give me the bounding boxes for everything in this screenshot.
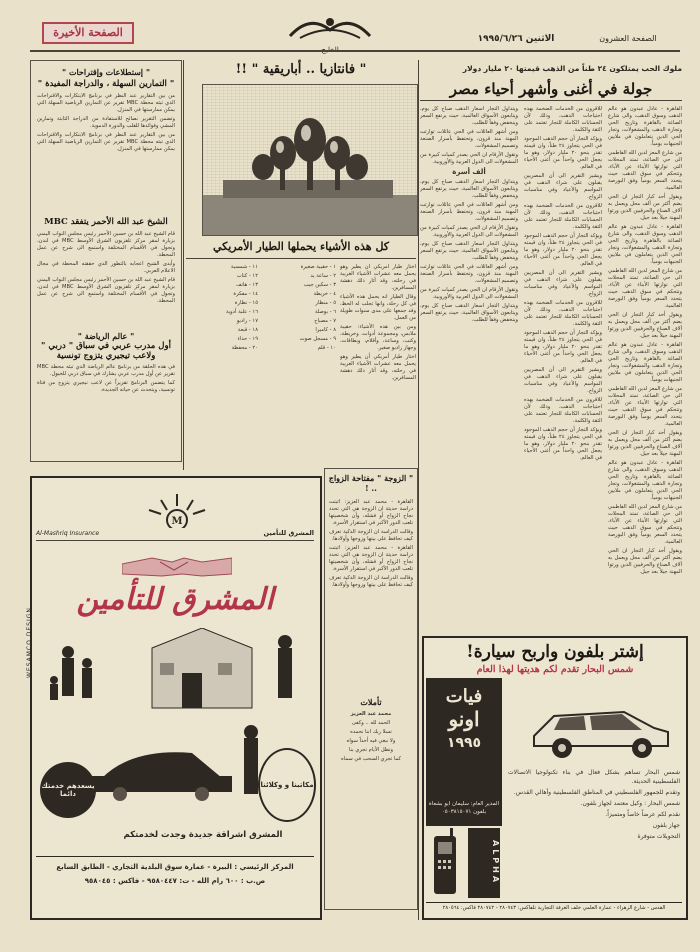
list2-item-5: ١٥ - نظارة (234, 300, 258, 306)
fantasy-rule (186, 258, 416, 259)
coach-title: أول مدرب عربي في سباق " دربي " ولاعب تيجيري يتزوج تونسية (41, 341, 171, 361)
handshake-graphic (122, 544, 232, 582)
list2-item-4: ١٤ - مفكرة (233, 291, 258, 297)
list2-item-3: ١٣ - هاتف (236, 282, 258, 288)
tour-col1-p1: القاهرة - عادل عبدون هو عالم الذهب وسوق الذهب، والى شارع الصاغة بالقاهرة وتاريخ الحي وتجارة الذهب والمشغولات، وتجار الحي الذين يتعاملون في ملايين الجنيهات يومياً. (608, 106, 682, 147)
insurance-headline: المشرق للتأمين (76, 582, 274, 617)
tour-col1-p12: ويقول أحد كبار التجار ان الحي يضم أكثر من ألف محل ويعمل به آلاف الصناع والحرفيين الذين ورثوا المهنة جيلاً بعد جيل. (608, 548, 682, 575)
tour-col3-p7: ويتداول التجار اسعار الذهب صباح كل يوم، ويتابعون الأسواق العالمية، حيث يرتفع السعر وينخفض وفقاً للطلب. (420, 241, 518, 261)
tour-col3-p5: ومن أشهر العائلات في الحي عائلات توارثت المهنة منذ قرون، وتحتفظ بأسرار الصنعة وتصميم المشغولات. (420, 202, 518, 222)
list1-item-3: ٣ - سكين جيب (303, 282, 336, 288)
tour-col1-p4: القاهرة - عادل عبدون هو عالم الذهب وسوق الذهب، والى شارع الصاغة بالقاهرة وتاريخ الحي وتجارة الذهب والمشغولات، وتجار الحي الذين يتعاملون في ملايين الجنيهات يومياً. (608, 224, 682, 265)
verse-4: ولا نبغي فيه أحداً سواه (346, 738, 396, 744)
list2-item-6: ١٦ - علبة أدوية (225, 309, 258, 315)
wife-headline: " الزوجة " مفتاحة الزواج .. ! (328, 473, 414, 493)
page-label-text: الصفحة العشرون (599, 34, 657, 43)
tour-headline-text: جولة في أغنى وأشهر أحياء مصر (449, 80, 653, 98)
bubble-right (258, 748, 316, 822)
car-photo (524, 692, 674, 762)
car-model: اونو (448, 707, 480, 731)
sidebar-b3-p1: في هذه الحلقة من برنامج عالم الرياضة الذي تبثه محطة MBC تقرير عن أول مدرب عربي يشارك في سباق دربي للخيول. (37, 364, 175, 377)
sidebar-b1-p3: من بين التقارير عند النظر في برنامج الابتكارات والاقتراحات الذي تبثه محطة MBC تقرير عن التمارين الرياضية السهلة التي يمكن ممارستها في المنزل. (37, 132, 175, 152)
insurance-phone: ص.ب : ٦٠٠ رام الله - ت: ٩٥٨٠٤٤٧ - فاكس : ٩٥٨٠٤٥ (84, 877, 266, 885)
verse (325, 711, 417, 821)
alpha-logo-text: ALPHA (491, 840, 500, 886)
contact-name: المدير العام: سليمان ابو بشعاة (428, 801, 500, 807)
last-page-badge-text: الصفحة الأخيرة (53, 26, 123, 39)
fantasy-list-1 (264, 264, 336, 454)
car-ad-headline: إشتر بلفون واربح سيارة! (466, 642, 644, 662)
tour-col2-p5: ويؤكد التجار أن حجم الذهب الموجود في الحي يتجاوز ٢٤ طناً، وان قيمته تقدر بنحو ٢٠ مليار دولار، وهو ما يجعل الحي واحداً من أغنى الأحياء في العالم. (524, 233, 602, 267)
verse-5: وتظل الأيام تجري بنا (348, 747, 394, 753)
fantasy-p3: ومن بين هذه الأشياء: حقيبة ملابس، ومجموعة أدوات، وخريطة، وكتب، وساعة، وأقلام، وبطاقات، وجهاز راديو صغير. (340, 324, 416, 351)
tour-col3-p8: ومن أشهر العائلات في الحي عائلات توارثت المهنة منذ قرون، وتحتفظ بأسرار الصنعة وتصميم المشغولات. (420, 264, 518, 284)
fountain-sculpture-icon (203, 85, 417, 235)
tour-kicker-text: ملوك الحب يمتلكون ٢٤ طناً من الذهب قيمتها ٢٠ مليار دولار (462, 64, 682, 73)
tour-col2-p6: ويشير التقرير الى أن المصريين يقبلون على شراء الذهب في المواسم والأعياد وفي مناسبات الزواج. (524, 270, 602, 297)
list1-item-1: ١ - حقيبة صغيرة (300, 264, 336, 270)
insurance-brand-rule (36, 540, 314, 541)
svg-text:M: M (171, 516, 183, 527)
tour-col2-p1: للاقرون من الخدمات الضخمة بهذه احتياجات الذهب، وذلك لأن الحسابات الكاملة للتجار تعتمد على الثقة والكلمة. (524, 106, 602, 133)
insurance-logo (127, 492, 227, 532)
verse-1: محمد عبد العزيز (350, 711, 392, 717)
bubble-right-text: مكاتبنا و وكلائنا (260, 781, 314, 789)
tour-col2-p2: ويؤكد التجار أن حجم الذهب الموجود في الحي يتجاوز ٢٤ طناً، وان قيمته تقدر بنحو ٢٠ مليار دولار، وهو ما يجعل الحي واحداً من أغنى الأحياء في العالم. (524, 136, 602, 170)
bubble-left (40, 762, 96, 818)
verse-2: الحمد لله .. وكفى (351, 720, 391, 726)
tour-col3-p10: ويتداول التجار اسعار الذهب صباح كل يوم، ويتابعون الأسواق العالمية، حيث يرتفع السعر وينخفض وفقاً للطلب. (420, 303, 518, 323)
insurance-ad (26, 476, 322, 920)
logo-emblem-icon (270, 8, 390, 48)
car-body-p2: وتقدم للجمهور الفلسطيني في المناطق الفلسطينية وأهالي القدس. (513, 789, 680, 796)
tour-col-1 (608, 106, 682, 646)
list1-item-8: ٨ - كاميرا (315, 327, 336, 333)
car-ad (422, 636, 688, 920)
contact-phone: بلفون ٠٥٠٣٨١٥٠٧١ (441, 809, 487, 815)
list1-item-6: ٦ - بوصلة (315, 309, 336, 315)
list1-item-4: ٤ - خريطة (313, 291, 336, 297)
fantasy-p2: وقال الطيار انه يحمل هذه الأشياء في كل رحلة، وانها تجلب له الحظ، وقد جمعها على مدى سنوات طويلة من العمل. (340, 294, 416, 321)
wife-subhead: تأملات (360, 697, 382, 707)
wife-p3: القاهرة - محمد عبد العزيز: اثبتت دراسة حديثة ان الزوجة هي التي تحدد نجاح الزواج أو فشله، وأن شخصيتها تلعب الدور الأكبر في استقرار الأسرة. (329, 545, 413, 572)
masthead-page-label (578, 34, 678, 43)
wife-p1: القاهرة - محمد عبد العزيز: اثبتت دراسة حديثة ان الزوجة هي التي تحدد نجاح الزواج أو فشله، وأن شخصيتها تلعب الدور الأكبر في استقرار الأسرة. (329, 499, 413, 526)
wife-body (325, 497, 417, 691)
tour-col2-p10: للاقرون من الخدمات الضخمة بهذه احتياجات الذهب، وذلك لأن الحسابات الكاملة للتجار تعتمد على الثقة والكلمة. (524, 397, 602, 424)
sidebar-body-2 (31, 229, 181, 329)
tour-col1-p8: من شارع المعز لدين الله الفاطمي الى حي الصاغة، تمتد المحلات التي توارثها الأبناء عن الآباء، وتتحكم في سوق الذهب حيث يتحدد السعر يومياً وفق البورصة العالمية. (608, 386, 682, 427)
tour-col2-p8: ويؤكد التجار أن حجم الذهب الموجود في الحي يتجاوز ٢٤ طناً، وان قيمته تقدر بنحو ٢٠ مليار دولار، وهو ما يجعل الحي واحداً من أغنى الأحياء في العالم. (524, 330, 602, 364)
tour-col1-p7: القاهرة - عادل عبدون هو عالم الذهب وسوق الذهب، والى شارع الصاغة بالقاهرة وتاريخ الحي وتجارة الذهب والمشغولات، وتجار الحي الذين يتعاملون في ملايين الجنيهات يومياً. (608, 342, 682, 383)
divider-sidebar (183, 60, 184, 470)
tour-col2-p3: ويشير التقرير الى أن المصريين يقبلون على شراء الذهب في المواسم والأعياد وفي مناسبات الزواج. (524, 173, 602, 200)
car-ad-body (508, 768, 680, 900)
list2-item-2: ١٢ - كتاب (236, 273, 258, 279)
car-body-p4: نقدم لكم عرضاً خاصاً ومتميزاً. (605, 811, 680, 818)
tour-col1-p6: ويقول أحد كبار التجار ان الحي يضم أكثر من ألف محل ويعمل به آلاف الصناع والحرفيين الذين ورثوا المهنة جيلاً بعد جيل. (608, 312, 682, 339)
sidebar-b1-p2: وتضمن التقرير نصائح للاستفادة من الدراجة الثابتة وتمارين المشي وفوائدها للقلب والدورة الدموية. (37, 116, 175, 129)
list1-item-5: ٥ - منظار (315, 300, 336, 306)
tour-col3-p1: ويتداول التجار اسعار الذهب صباح كل يوم، ويتابعون الأسواق العالمية، حيث يرتفع السعر وينخفض وفقاً للطلب. (420, 106, 518, 126)
list1-item-7: ٧ - مصباح (314, 318, 336, 324)
tour-col-3 (420, 106, 518, 636)
tour-col3-p9: وتقول الأرقام ان الحي يصدر كميات كبيرة من المشغولات الى الدول العربية والأوروبية. (420, 287, 518, 300)
tour-subhead: ألف أسرة (452, 168, 486, 176)
sidebar-b1-p1: من بين التقارير عند النظر في برنامج الابتكارات والاقتراحات الذي تبثه محطة MBC تقرير عن التمارين الرياضية السهلة التي يمكن ممارستها في المنزل. (37, 93, 175, 113)
bubble-left-text: يسعدهم خدمتك دائما (41, 782, 95, 798)
insurance-tagline: المشرق اشراقة جديدة وجدت لخدمتكم (123, 830, 283, 840)
fiat-panel (426, 678, 502, 798)
tour-headline (420, 80, 682, 98)
fantasy-list-2 (186, 264, 258, 454)
tour-col1-p11: من شارع المعز لدين الله الفاطمي الى حي الصاغة، تمتد المحلات التي توارثها الأبناء عن الآباء، وتتحكم في سوق الذهب حيث يتحدد السعر يومياً وفق البورصة العالمية. (608, 504, 682, 545)
tour-col3-p3: وتقول الأرقام ان الحي يصدر كميات كبيرة من المشغولات الى الدول العربية والأوروبية. (420, 152, 518, 165)
list2-item-9: ١٩ - حذاء (237, 336, 258, 342)
wife-p4: وقالت الدراسة ان الزوجة الذكية تعرف كيف تحافظ على بيتها وزوجها وأولادها. (329, 575, 413, 588)
wife-p2: وقالت الدراسة ان الزوجة الذكية تعرف كيف تحافظ على بيتها وزوجها وأولادها. (329, 529, 413, 542)
tour-col2-p11: ويؤكد التجار أن حجم الذهب الموجود في الحي يتجاوز ٢٤ طناً، وان قيمته تقدر بنحو ٢٠ مليار دولار، وهو ما يجعل الحي واحداً من أغنى الأحياء في العالم. (524, 427, 602, 461)
tour-kicker (420, 64, 682, 73)
car-year: ١٩٩٥ (446, 735, 482, 751)
insurance-side-text: WESAMCO DESIGN (26, 607, 33, 678)
fantasy-photo-caption (186, 240, 416, 253)
tour-col3-p6: وتقول الأرقام ان الحي يصدر كميات كبيرة من المشغولات الى الدول العربية والأوروبية. (420, 225, 518, 238)
car-body-p6: التحويلات متوفرة (637, 833, 680, 840)
car-ad-footer: القدس - شارع الزهراء - عمارة العلمي خلف الغرفة التجارية تلفاكس: ٢٨٠٧٤٣ - ٢٨٠٧٤٢ فاكس: ٢٨٠٥٦٤ (426, 902, 682, 911)
car-body-p1: شمس البحار تساهم بشكل فعال في بناء تكنولوجيا الاتصالات الفلسطينية الحديثة. (508, 769, 680, 785)
insurance-footer (36, 856, 314, 909)
fantasy-p1: اختار طيار أمريكي أن يطير وهو يحمل معه عشرات الأشياء الغريبة في رحلته، وقد أثار ذلك دهشة المسافرين. (340, 264, 416, 291)
car-body-p3: شمس البحار : وكيل معتمد لجهاز بلفون. (580, 800, 680, 807)
tour-col1-p3: ويقول أحد كبار التجار ان الحي يضم أكثر من ألف محل ويعمل به آلاف الصناع والحرفيين الذين ورثوا المهنة جيلاً بعد جيل. (608, 194, 682, 221)
verse-3: تسلا ربك اننا نحمده (350, 729, 392, 735)
mobile-phone-icon (426, 828, 466, 898)
insurance-brand-ar: المشرق للتأمين (263, 529, 314, 537)
tour-col1-p2: من شارع المعز لدين الله الفاطمي الى حي الصاغة، تمتد المحلات التي توارثها الأبناء عن الآباء، وتتحكم في سوق الذهب حيث يتحدد السعر يومياً وفق البورصة العالمية. (608, 150, 682, 191)
tour-col1-p5: من شارع المعز لدين الله الفاطمي الى حي الصاغة، تمتد المحلات التي توارثها الأبناء عن الآباء، وتتحكم في سوق الذهب حيث يتحدد السعر يومياً وفق البورصة العالمية. (608, 268, 682, 309)
insurance-brand-en: Al-Mashriq Insurance (36, 530, 100, 537)
insurance-address: المركز الرئيسي : البيرة - عمارة سوق البلدية التجاري - الطابق السابع (56, 863, 294, 871)
photo-caption-text: كل هذه الأشياء يحملها الطيار الأمريكي (212, 240, 390, 253)
fantasy-headline (186, 62, 416, 77)
list2-item-1: ١١ - شمسية (230, 264, 258, 270)
fountain-photo (202, 84, 418, 236)
tour-col2-p4: للاقرون من الخدمات الضخمة بهذه احتياجات الذهب، وذلك لأن الحسابات الكاملة للتجار تعتمد على الثقة والكلمة. (524, 203, 602, 230)
list2-item-7: ١٧ - راديو (236, 318, 258, 324)
divider-center-right (418, 60, 419, 920)
wife-story (324, 468, 418, 910)
car-ad-subhead: شمس البحار تقدم لكم هديتها لهذا العام (476, 664, 634, 675)
handshake-icon (122, 544, 232, 582)
verse-6: كما تجري السحب في سماه (341, 756, 401, 762)
last-page-badge (42, 22, 134, 44)
tour-col-2 (524, 106, 602, 636)
list2-item-8: ١٨ - قبعة (237, 327, 258, 333)
tour-col1-p10: القاهرة - عادل عبدون هو عالم الذهب وسوق الذهب، والى شارع الصاغة بالقاهرة وتاريخ الحي وتجارة الذهب والمشغولات، وتجار الحي الذين يتعاملون في ملايين الجنيهات يومياً. (608, 460, 682, 501)
sidebar-b2-p1: قام الشيخ عبد الله بن حسين الأحمر رئيس مجلس النواب اليمني بزيارة لمقر مركز تلفزيون الشرق الأوسط MBC في لندن، وتجول في الأقسام المختلفة واستمع الى شرح عن عمل المحطة. (37, 231, 175, 258)
sidebar-title-1: " إستطلاعات وإقتراحات " (62, 67, 150, 77)
sidebar-b3-p2: كما يتضمن البرنامج تقريراً عن لاعب نيجيري يتزوج من فتاة تونسية، ويتحدث عن حياته الجديدة. (37, 380, 175, 393)
list1-item-10: ١٠ - قلم (317, 345, 336, 351)
alpha-logo (468, 828, 500, 898)
contact-box (426, 798, 502, 826)
sheikh-title: الشيخ عبد الله الأحمر يتفقد MBC (44, 217, 168, 227)
fantasy-headline-text: " فانتازيا .. أباريقية " !! (235, 62, 367, 77)
sidebar-body-1 (31, 89, 181, 215)
masthead-rule (30, 50, 680, 52)
tour-col1-p9: ويقول أحد كبار التجار ان الحي يضم أكثر من ألف محل ويعمل به آلاف الصناع والحرفيين الذين ورثوا المهنة جيلاً بعد جيل. (608, 430, 682, 457)
newspaper-logo (270, 8, 390, 52)
tour-col2-p9: ويشير التقرير الى أن المصريين يقبلون على شراء الذهب في المواسم والأعياد وفي مناسبات الزواج. (524, 367, 602, 394)
sidebar-body-3 (31, 361, 181, 437)
list1-item-9: ٩ - مسجل صوت (299, 336, 336, 342)
tour-col3-p4: ويتداول التجار اسعار الذهب صباح كل يوم، ويتابعون الأسواق العالمية، حيث يرتفع السعر وينخفض وفقاً للطلب. (420, 179, 518, 199)
sunburst-logo-icon (127, 492, 227, 528)
fantasy-col-1 (340, 264, 416, 454)
tour-col3-p2: ومن أشهر العائلات في الحي عائلات توارثت المهنة منذ قرون، وتحتفظ بأسرار الصنعة وتصميم المشغولات. (420, 129, 518, 149)
masthead-date (456, 34, 576, 44)
sidebar-b2-p2: وأبدى الشيخ اعجابه بالتطور الذي حققته المحطة في مجال الاعلام العربي. (37, 261, 175, 274)
car-icon (524, 692, 674, 762)
car-body-p5: جهاز بلفون (652, 822, 680, 829)
sidebar-b2-p3: قام الشيخ عبد الله بن حسين الأحمر رئيس مجلس النواب اليمني بزيارة لمقر مركز تلفزيون الشرق الأوسط MBC في لندن، وتجول في الأقسام المختلفة واستمع الى شرح عن عمل المحطة. (37, 277, 175, 304)
world-sport-title: " عالم الرياضة " (77, 331, 135, 341)
date-text: الاثنين ١٩٩٥/٦/٢٦ (477, 34, 555, 44)
list2-item-10: ٢٠ - محفظة (231, 345, 258, 351)
list1-item-2: ٢ - ساعة يد (310, 273, 336, 279)
car-brand: فيات (445, 686, 483, 707)
tv-sidebar (30, 60, 182, 462)
tour-rule (420, 100, 682, 101)
tour-col2-p7: للاقرون من الخدمات الضخمة بهذه احتياجات الذهب، وذلك لأن الحسابات الكاملة للتجار تعتمد على الثقة والكلمة. (524, 300, 602, 327)
fantasy-p4: اختار طيار أمريكي أن يطير وهو يحمل معه عشرات الأشياء الغريبة في رحلته، وقد أثار ذلك دهشة المسافرين. (340, 354, 416, 381)
phone-panel (426, 826, 502, 900)
sidebar-title-2: " التمارين السهلة ، والدراجة المفيدة " (37, 79, 175, 89)
